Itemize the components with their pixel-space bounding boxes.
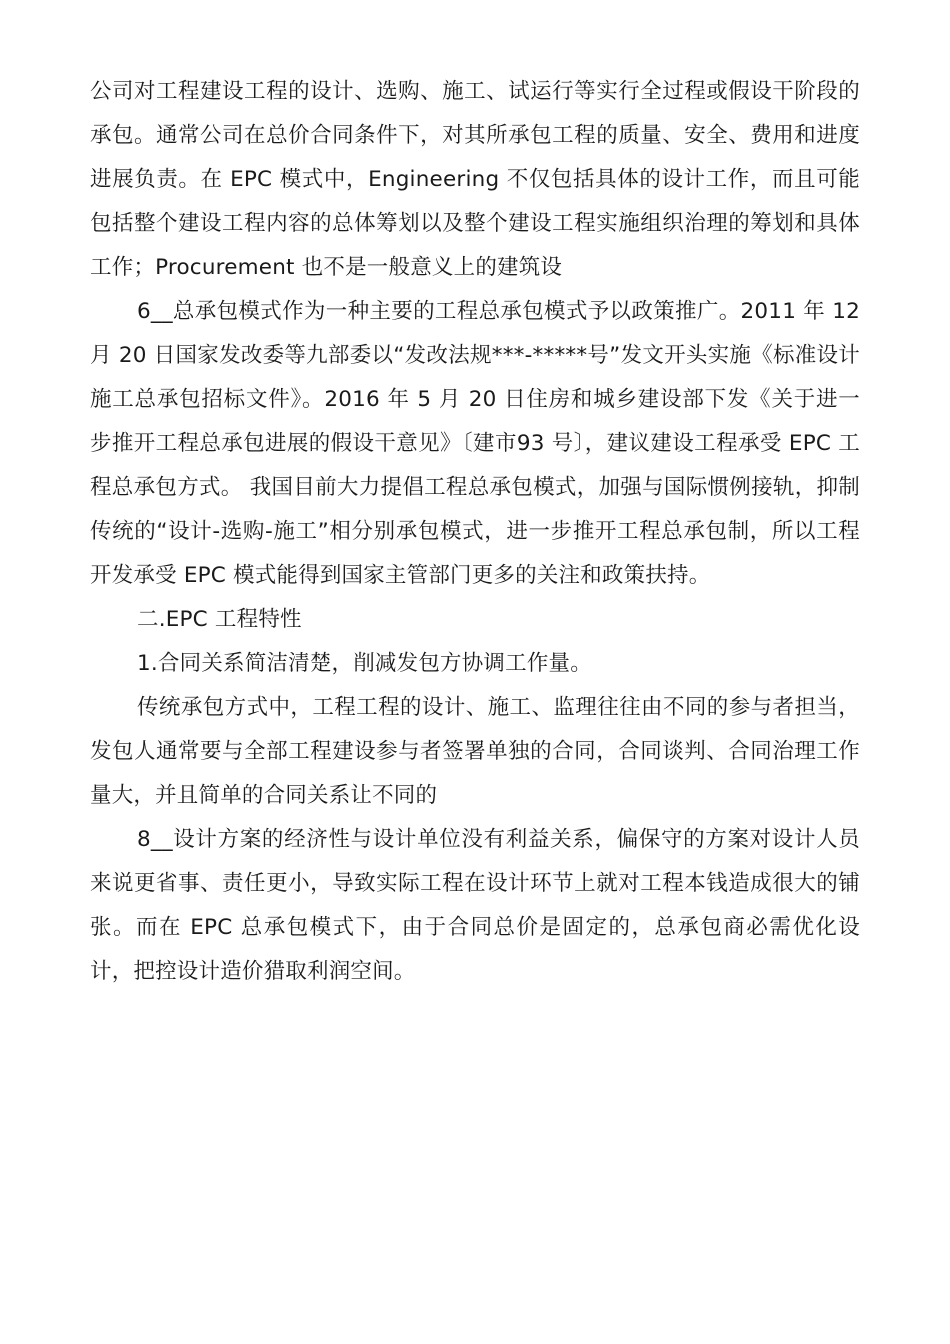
- paragraph-3: 传统承包方式中，工程工程的设计、施工、监理往往由不同的参与者担当，发包人通常要与全部工程建设参与者签署单独的合同，合同谈判、合同治理工作量大，并且简单的合同关系让不同的: [90, 695, 860, 808]
- subsection-heading: 1.合同关系简洁清楚，削减发包方协调工作量。: [137, 651, 592, 676]
- section-heading: 二.EPC 工程特性: [137, 607, 302, 632]
- document-page: [90, 70, 860, 994]
- paragraph-1: 公司对工程建设工程的设计、选购、施工、试运行等实行全过程或假设干阶段的承包。通常公司在总价合同条件下，对其所承包工程的质量、安全、费用和进度进展负责。在 EPC 模式中，Engineering 不仅包括具体的设计工作，而且可能包括整个建设工程内容的总体筹划以及整个建设工程实施组织治理的筹划和具体工作；Procurement 也不是一般意义上的建筑设: [90, 79, 860, 280]
- paragraph-2: 6__总承包模式作为一种主要的工程总承包模式予以政策推广。2011 年 12 月 20 日国家发改委等九部委以“发改法规***-*****号”发文开头实施《标准设计施工总承包招标文件》。2016 年 5 月 20 日住房和城乡建设部下发《关于进一步推开工程总承包进展的假设干意见》〔建市93 号〕，建议建设工程承受 EPC 工程总承包方式。 我国目前大力提倡工程总承包模式，加强与国际惯例接轨，抑制传统的“设计-选购-施工”相分别承包模式，进一步推开工程总承包制，所以工程开发承受 EPC 模式能得到国家主管部门更多的关注和政策扶持。: [90, 299, 860, 588]
- paragraph-4: 8__设计方案的经济性与设计单位没有利益关系，偏保守的方案对设计人员来说更省事、责任更小，导致实际工程在设计环节上就对工程本钱造成很大的铺张。而在 EPC 总承包模式下，由于合同总价是固定的，总承包商必需优化设计，把控设计造价猎取利润空间。: [90, 827, 860, 984]
